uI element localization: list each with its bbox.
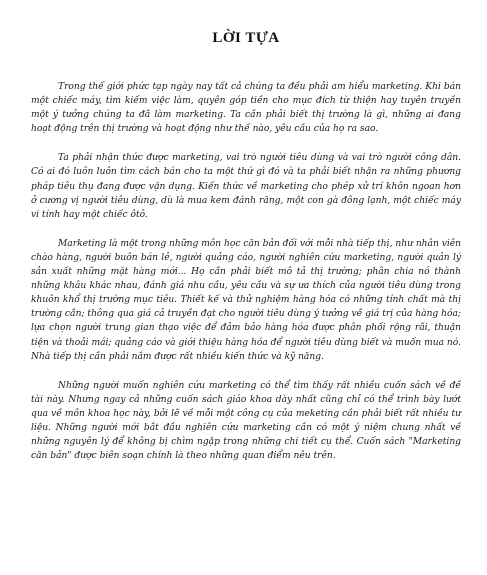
page-title: LỜI TỰA [212, 30, 280, 46]
paragraph-4: Những người muốn nghiên cứu marketing có thể tìm thấy rất nhiều cuốn sách về đề tài này. Nhưng ngay cả những cuốn sách giáo khoa dày nhất cũng chỉ có thể trình bày lướt qua về môn khoa học này, bởi lẽ về mỗi một công cụ của meketing cần phải biết rất nhiều tư liệu. Những người mới bắt đầu nghiên cứu marketing cần có một ý niệm chung nhất về những nguyên lý để không bị chìm ngập trong những chi tiết cụ thể. Cuốn sách "Marketing căn bản" được biên soạn chính là theo những quan điểm nêu trên. [31, 380, 461, 462]
paragraph-3: Marketing là một trong những môn học căn bản đối với mỗi nhà tiếp thị, như nhân viên chào hàng, người buôn bán lẻ, người quảng cáo, người nghiên cứu marketing, người quản lý sản xuất những mặt hàng mới... Họ cần phải biết mô tả thị trường; phân chia nó thành những khâu khác nhau, đánh giá nhu cầu, yêu cầu và sự ưa thích của người tiêu dùng trong khuôn khổ thị trường mục tiêu. Thiết kế và thử nghiệm hàng hóa có những tính chất mà thị trường cần; thông qua giá cả truyền đạt cho người tiêu dùng ý tưởng về giá trị của hàng hóa; lựa chọn người trung gian thạo việc để đảm bảo hàng hóa được phân phối rộng rãi, thuận tiện và thoải mái; quảng cáo và giới thiệu hàng hóa để người tiêu dùng biết và muốn mua nó. Nhà tiếp thị cần phải nắm được rất nhiều kiến thức và kỹ năng. [31, 238, 461, 362]
paragraph-1: Trong thế giới phức tạp ngày nay tất cả chúng ta đều phải am hiểu marketing. Khi bán một chiếc máy, tìm kiếm việc làm, quyên góp tiền cho mục đích từ thiện hay tuyên truyền một ý tưởng chúng ta đã làm marketing. Ta cần phải biết thị trường là gì, những ai đang hoạt động trên thị trường và hoạt động như thế nào, yêu cầu của họ ra sao. [31, 82, 461, 135]
paragraph-2: Ta phải nhận thức được marketing, vai trò người tiêu dùng và vai trò người công dân. Có ai đó luôn luôn tìm cách bán cho ta một thứ gì đó và ta phải biết nhận ra những phương pháp tiêu thụ đang được vận dụng. Kiến thức về marketing cho phép xử trí khôn ngoan hơn ở cương vị người tiêu dùng, dù là mua kem đánh răng, một con gà đông lạnh, một chiếc máy vi tính hay một chiếc ôtô. [31, 153, 461, 220]
